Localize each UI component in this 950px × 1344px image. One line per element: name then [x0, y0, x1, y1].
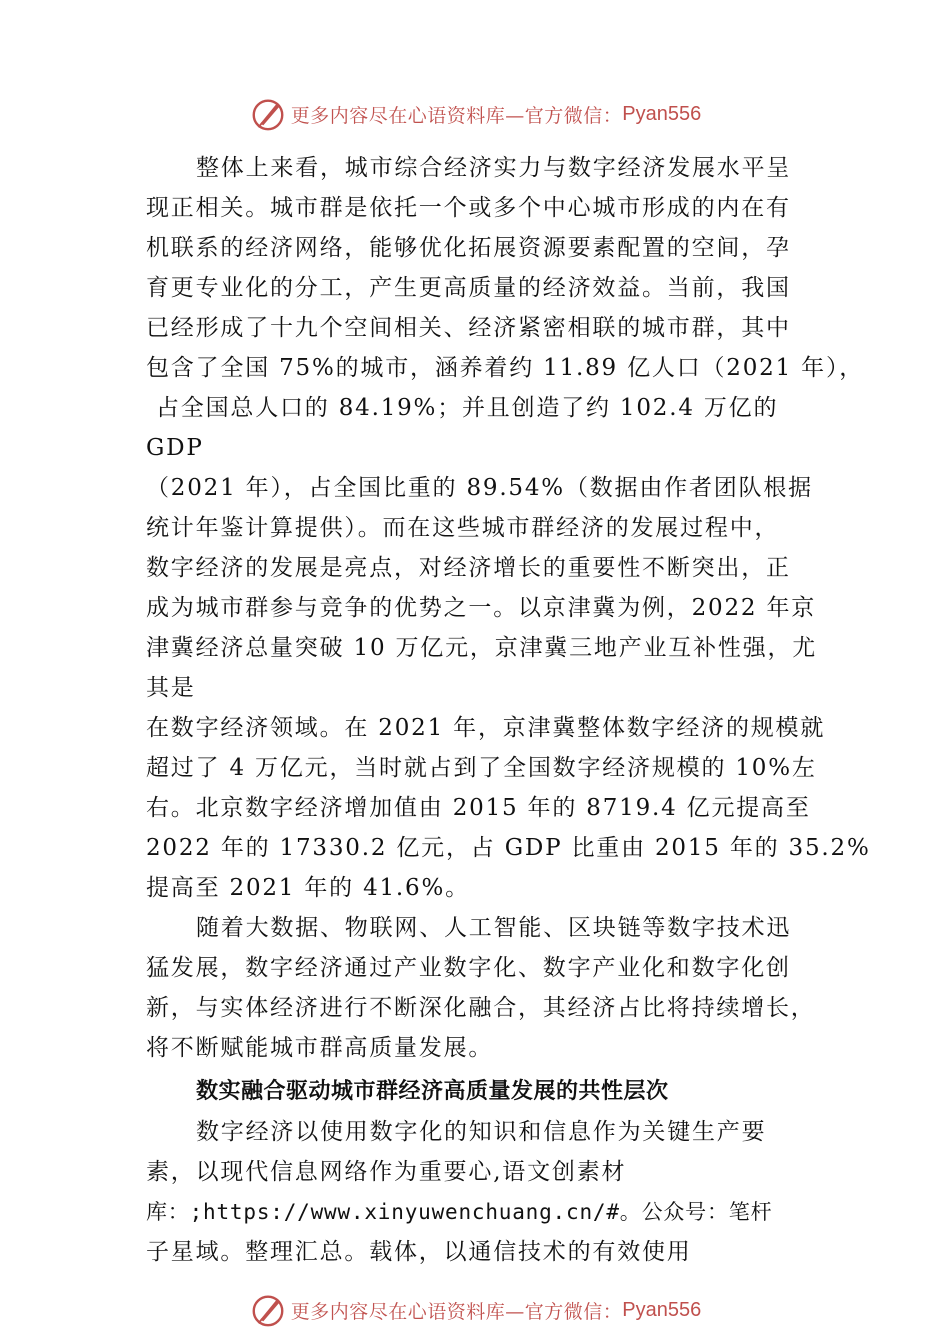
text-line: 包含了全国 75%的城市，涵养着约 11.89 亿人口（2021 年）， [146, 355, 865, 381]
text-line: 成为城市群参与竞争的优势之一。以京津冀为例，2022 年京 [146, 595, 817, 621]
text-line: 占全国总人口的 84.19%；并且创造了约 102.4 万亿的 [156, 395, 779, 421]
text-line: 右。北京数字经济增加值由 2015 年的 8719.4 亿元提高至 [146, 795, 811, 821]
paragraph-3 [146, 1112, 810, 1272]
paragraph-2 [146, 908, 816, 1068]
text-line: 将不断赋能城市群高质量发展。 [146, 1035, 494, 1061]
paragraph-1 [146, 148, 871, 908]
text-line: 津冀经济总量突破 10 万亿元，京津冀三地产业互补性强，尤 [146, 635, 818, 661]
text-line: 其是 [146, 675, 196, 701]
text-line: 机联系的经济网络，能够优化拓展资源要素配置的空间，孕 [146, 235, 791, 261]
text-line: 新，与实体经济进行不断深化融合，其经济占比将持续增长， [146, 995, 816, 1021]
text-line: 子星域。整理汇总。载体，以通信技术的有效使用 [146, 1239, 692, 1265]
text-line: 提高至 2021 年的 41.6%。 [146, 875, 470, 901]
header-banner [0, 94, 950, 134]
text-line: 随着大数据、物联网、人工智能、区块链等数字技术迅 [196, 915, 792, 941]
banner-text: 更多内容尽在心语资料库—官方微信： [290, 104, 623, 127]
text-line: 统计年鉴计算提供）。而在这些城市群经济的发展过程中， [146, 515, 780, 541]
quill-seal-logo-icon [249, 95, 287, 133]
banner-wechat-id: Pyan556 [622, 102, 702, 125]
text-line: 素，以现代信息网络作为重要心,语文创素材 [146, 1159, 627, 1185]
text-line: 数字经济的发展是亮点，对经济增长的重要性不断突出，正 [146, 555, 791, 581]
section-heading: 数实融合驱动城市群经济高质量发展的共性层次 [196, 1079, 669, 1104]
banner-wechat-id: Pyan556 [622, 1298, 702, 1321]
text-line: 现正相关。城市群是依托一个或多个中心城市形成的内在有 [146, 195, 791, 221]
text-line: GDP [146, 435, 204, 461]
quill-seal-logo-icon [249, 1291, 287, 1329]
text-line: 整体上来看，城市综合经济实力与数字经济发展水平呈 [196, 155, 792, 181]
text-line-url: 库：;https://www.xinyuwenchuang.cn/#。公众号：笔杆 [146, 1200, 773, 1224]
text-line: 已经形成了十九个空间相关、经济紧密相联的城市群，其中 [146, 315, 791, 341]
document-body [146, 148, 871, 1272]
text-line: 在数字经济领域。在 2021 年，京津冀整体数字经济的规模就 [146, 715, 826, 741]
text-line: 2022 年的 17330.2 亿元，占 GDP 比重由 2015 年的 35.2% [146, 835, 871, 861]
banner-text: 更多内容尽在心语资料库—官方微信： [290, 1300, 623, 1323]
text-line: 数字经济以使用数字化的知识和信息作为关键生产要 [196, 1119, 767, 1145]
text-line: 猛发展，数字经济通过产业数字化、数字产业化和数字化创 [146, 955, 791, 981]
text-line: （2021 年），占全国比重的 89.54%（数据由作者团队根据 [146, 475, 813, 501]
text-line: 育更专业化的分工，产生更高质量的经济效益。当前，我国 [146, 275, 791, 301]
footer-banner [0, 1290, 950, 1330]
text-line: 超过了 4 万亿元，当时就占到了全国数字经济规模的 10%左 [146, 755, 817, 781]
